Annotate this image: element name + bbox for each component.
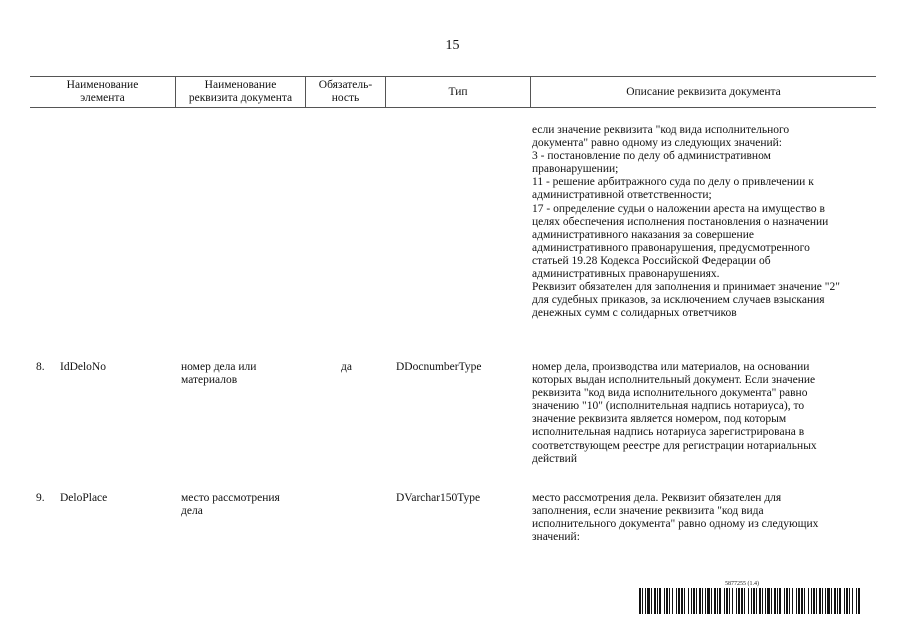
element-name: DeloPlace [60, 492, 108, 504]
barcode-number: 5877255 (1.4) [725, 581, 759, 587]
barcode-icon [639, 588, 861, 614]
header-type: Тип [448, 86, 468, 98]
header-description: Описание реквизита документа [626, 86, 781, 98]
table-header-rule [30, 107, 876, 108]
element-name: IdDeloNo [60, 361, 106, 373]
table-top-rule [30, 76, 876, 77]
requisite-name: место рассмотрения дела [181, 492, 280, 518]
type-value: DDocnumberType [396, 361, 482, 373]
description: номер дела, производства или материалов, на основании которых выдан исполнительный документ. Если значение реквизита "код вида исполнительного документа" равно значению "10" (исполнительная надпись нотариуса), то значение реквизита является номером, под которым исполнительная надпись нотариуса зарегистрирована в соответствующем реестре для регистрации нотариальных действий [532, 361, 817, 465]
description: место рассмотрения дела. Реквизит обязателен для заполнения, если значение реквизита "код вида исполнительного документа" равно одному из следующих значений: [532, 492, 819, 544]
continuation-description: если значение реквизита "код вида исполнительного документа" равно одному из следующих значений: 3 - постановление по делу об административном правонарушении; 11 - решение арбитражного суда по делу о привлечении к административной ответственности; 17 - определение судьи о наложении ареста на имущество в целях обеспечения исполнения постановления о назначении административного наказания за совершение административного правонарушения, предусмотренного статьей 19.28 Кодекса Российской Федерации об административных правонарушениях. Реквизит обязателен для заполнения и принимает значение "2" для судебных приказов, за исключением случаев взыскания денежных сумм с солидарных ответчиков [532, 124, 840, 320]
header-requisite-name: Наименование реквизита документа [188, 79, 293, 104]
page-number: 15 [445, 38, 460, 53]
requisite-name: номер дела или материалов [181, 361, 257, 387]
row-number: 8. [36, 361, 45, 373]
header-element-name: Наименование элемента [66, 79, 139, 104]
row-number: 9. [36, 492, 45, 504]
type-value: DVarchar150Type [396, 492, 481, 504]
required-value: да [341, 361, 352, 373]
header-required: Обязатель- ность [318, 79, 373, 104]
